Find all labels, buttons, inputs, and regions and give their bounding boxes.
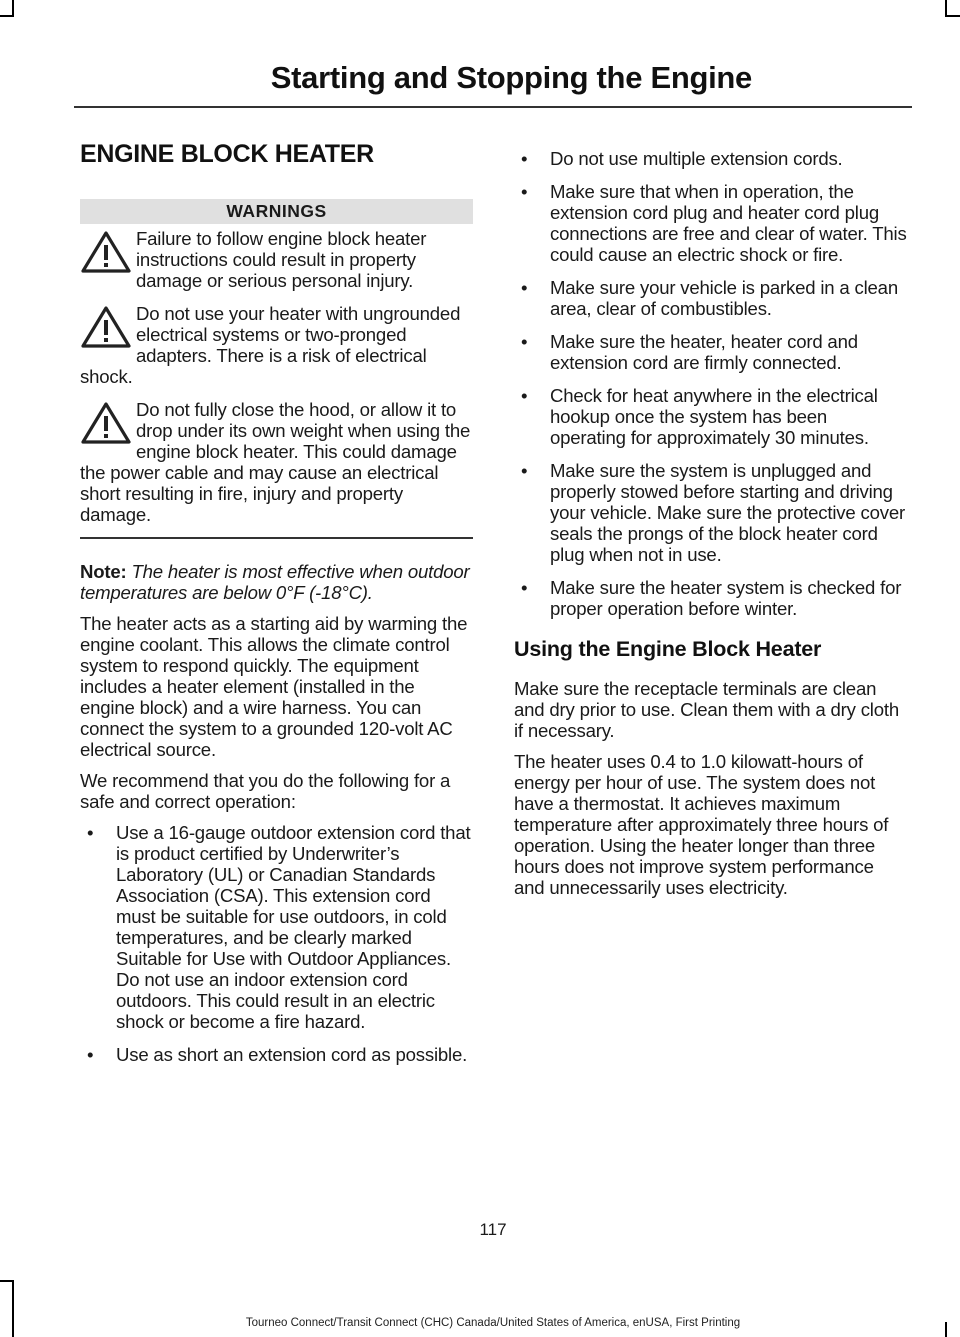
page-header-title: Starting and Stopping the Engine bbox=[270, 60, 752, 95]
warning-triangle-icon bbox=[80, 305, 132, 349]
list-item-text: Make sure the heater, heater cord and extension cord are firmly connected. bbox=[550, 331, 858, 373]
bullet: • bbox=[521, 460, 528, 481]
list-item bbox=[514, 277, 907, 319]
bullet: • bbox=[87, 821, 94, 843]
warning-text: Do not fully close the hood, or allow it to drop under its own weight when using the engine block heater. This could damage the power cable and may cause an electrical short resulting in fire, injury and property damage. bbox=[80, 399, 471, 525]
bullet: • bbox=[521, 277, 528, 298]
crop-mark-top-right-v bbox=[945, 0, 947, 16]
note-label: Note: bbox=[80, 560, 127, 582]
warning-text: Failure to follow engine block heater instructions could result in property damage or serious personal injury. bbox=[136, 228, 427, 291]
warning-item bbox=[80, 228, 473, 291]
warnings-heading: WARNINGS bbox=[80, 199, 473, 224]
body-paragraph: The heater uses 0.4 to 1.0 kilowatt-hours of energy per hour of use. The system does not have a thermostat. It achieves maximum temperature after approximately three hours of operation. Using the heater longer than three hours does not improve system performance and unnecessarily uses electricity. bbox=[514, 751, 889, 898]
list-item bbox=[514, 331, 907, 373]
list-item-text: Make sure that when in operation, the extension cord plug and heater cord plug connections are free and clear of water. This could cause an electric shock or fire. bbox=[550, 181, 907, 265]
list-item-text: Check for heat anywhere in the electrical hookup once the system has been operating for approximately 30 minutes. bbox=[550, 385, 878, 448]
bullet: • bbox=[87, 1043, 94, 1065]
list-item-text: Make sure the heater system is checked for proper operation before winter. bbox=[550, 577, 902, 619]
bullet: • bbox=[521, 331, 528, 352]
subsection-title: Using the Engine Block Heater bbox=[514, 637, 822, 661]
bullet-list-left bbox=[80, 822, 473, 1065]
section-title: ENGINE BLOCK HEATER bbox=[80, 140, 374, 168]
bullet-list-right bbox=[514, 148, 907, 619]
warning-item bbox=[80, 303, 473, 387]
crop-mark-top-left-v bbox=[12, 0, 14, 16]
note-text: The heater is most effective when outdoor temperatures are below 0°F (-18°C). bbox=[80, 560, 470, 603]
body-paragraph: Make sure the receptacle terminals are clean and dry prior to use. Clean them with a dry cloth if necessary. bbox=[514, 678, 899, 741]
note bbox=[80, 561, 473, 603]
bullet: • bbox=[521, 148, 528, 169]
right-column bbox=[514, 148, 907, 908]
bullet: • bbox=[521, 181, 528, 202]
list-item bbox=[514, 148, 907, 169]
warning-item bbox=[80, 399, 473, 525]
body-paragraph: The heater acts as a starting aid by warming the engine coolant. This allows the climate control system to respond quickly. The equipment includes a heater element (installed in the engine block) and a wire harness. You can connect the system to a grounded 120-volt AC electrical source. bbox=[80, 612, 468, 760]
list-item bbox=[514, 385, 907, 448]
body-paragraph: We recommend that you do the following for a safe and correct operation: bbox=[80, 769, 451, 812]
list-item bbox=[514, 181, 907, 265]
warning-triangle-icon bbox=[80, 230, 132, 274]
warning-triangle-icon bbox=[80, 401, 132, 445]
list-item bbox=[80, 822, 473, 1032]
crop-mark-bottom-left-h bbox=[0, 1280, 14, 1282]
list-item bbox=[80, 1044, 473, 1065]
footer-text: Tourneo Connect/Transit Connect (CHC) Canada/United States of America, enUSA, First Printing bbox=[245, 1317, 741, 1329]
left-column bbox=[80, 140, 473, 1077]
list-item-text: Make sure the system is unplugged and properly stowed before starting and driving your vehicle. Make sure the protective cover seals the prongs of the block heater cord plug when not in use. bbox=[550, 460, 905, 565]
list-item bbox=[514, 460, 907, 565]
list-item-text: Use as short an extension cord as possible. bbox=[116, 1043, 468, 1065]
page-number: 117 bbox=[479, 1220, 507, 1239]
list-item-text: Use a 16-gauge outdoor extension cord that is product certified by Underwriter’s Laboratory (UL) or Canadian Standards Association (CSA). This extension cord must be suitable for use outdoors, in cold temperatures, and be clearly marked Suitable for Use with Outdoor Appliances. Do not use an indoor extension cord outdoors. This could result in an electric shock or become a fire hazard. bbox=[116, 821, 471, 1032]
warnings-end-rule bbox=[80, 537, 473, 539]
crop-mark-top-right-h bbox=[945, 15, 960, 17]
bullet: • bbox=[521, 577, 528, 598]
crop-mark-top-left-h bbox=[0, 15, 14, 17]
bullet: • bbox=[521, 385, 528, 406]
warning-text: Do not use your heater with ungrounded electrical systems or two-pronged adapters. There is a risk of electrical shock. bbox=[80, 303, 461, 387]
list-item-text: Do not use multiple extension cords. bbox=[550, 148, 843, 169]
list-item-text: Make sure your vehicle is parked in a clean area, clear of combustibles. bbox=[550, 277, 898, 319]
list-item bbox=[514, 577, 907, 619]
header-rule bbox=[74, 106, 912, 108]
